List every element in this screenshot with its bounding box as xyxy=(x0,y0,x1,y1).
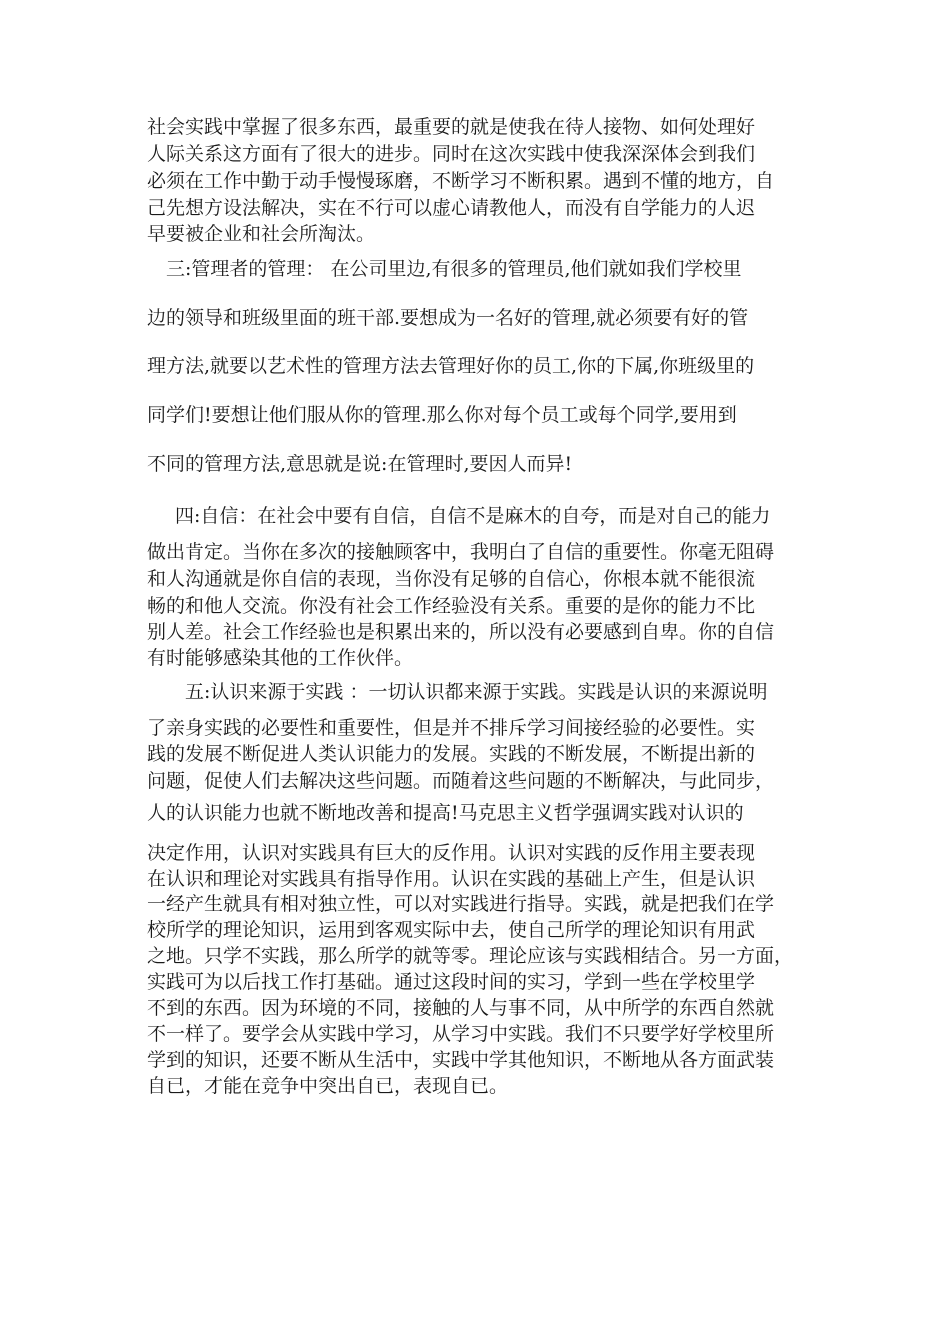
text-line: 了亲身实践的必要性和重要性，但是并不排斥学习间接经验的必要性。实 xyxy=(147,717,756,739)
section-heading-confidence: 四:自信：在社会中要有自信，自信不是麻木的自夸，而是对自己的能力 xyxy=(175,505,771,527)
text-line: 问题，促使人们去解决这些问题。而随着这些问题的不断解决，与此同步， xyxy=(147,770,775,792)
text-line: 别人差。社会工作经验也是积累出来的，所以没有必要感到自卑。你的自信 xyxy=(147,621,775,643)
text-line: 决定作用，认识对实践具有巨大的反作用。认识对实践的反作用主要表现 xyxy=(147,842,756,864)
text-line: 实践可为以后找工作打基础。通过这段时间的实习，学到一些在学校里学 xyxy=(147,971,756,993)
text-line: 己先想方设法解决，实在不行可以虚心请教他人，而没有自学能力的人迟 xyxy=(147,197,756,219)
text-line: 早要被企业和社会所淘汰。 xyxy=(147,223,376,245)
text-line: 理方法,就要以艺术性的管理方法去管理好你的员工,你的下属,你班级里的 xyxy=(147,355,755,377)
text-line: 学到的知识，还要不断从生活中，实践中学其他知识，不断地从各方面武装 xyxy=(147,1049,775,1071)
text-line: 有时能够感染其他的工作伙伴。 xyxy=(147,647,414,669)
text-line: 之地。只学不实践，那么所学的就等零。理论应该与实践相结合。另一方面， xyxy=(147,945,794,967)
text-line: 践的发展不断促进人类认识能力的发展。实践的不断发展，不断提出新的 xyxy=(147,743,756,765)
text-line: 不一样了。要学会从实践中学习，从学习中实践。我们不只要学好学校里所 xyxy=(147,1023,775,1045)
text-line: 一经产生就具有相对独立性，可以对实践进行指导。实践，就是把我们在学 xyxy=(147,893,775,915)
text-line: 人际关系这方面有了很大的进步。同时在这次实践中使我深深体会到我们 xyxy=(147,143,756,165)
text-line: 边的领导和班级里面的班干部.要想成为一名好的管理,就必须要有好的管 xyxy=(147,307,749,329)
text-line: 自已，才能在竞争中突出自已，表现自已。 xyxy=(147,1075,509,1097)
section-heading-management: 三:管理者的管理： 在公司里边,有很多的管理员,他们就如我们学校里 xyxy=(166,258,742,280)
text-line: 同学们!要想让他们服从你的管理.那么你对每个员工或每个同学,要用到 xyxy=(147,404,737,426)
text-line: 校所学的理论知识，运用到客观实际中去，使自己所学的理论知识有用武 xyxy=(147,919,756,941)
text-line: 做出肯定。当你在多次的接触顾客中，我明白了自信的重要性。你毫无阻碍 xyxy=(147,541,775,563)
text-line: 和人沟通就是你自信的表现，当你没有足够的自信心，你根本就不能很流 xyxy=(147,568,756,590)
text-line: 在认识和理论对实践具有指导作用。认识在实践的基础上产生，但是认识 xyxy=(147,868,756,890)
text-line: 不到的东西。因为环境的不同，接触的人与事不同，从中所学的东西自然就 xyxy=(147,997,775,1019)
text-line: 必须在工作中勤于动手慢慢琢磨，不断学习不断积累。遇到不懂的地方，自 xyxy=(147,170,775,192)
section-heading-practice: 五:认识来源于实践 ：一切认识都来源于实践。实践是认识的来源说明 xyxy=(185,681,768,703)
text-line: 畅的和他人交流。你没有社会工作经验没有关系。重要的是你的能力不比 xyxy=(147,595,756,617)
text-line: 人的认识能力也就不断地改善和提高!马克思主义哲学强调实践对认识的 xyxy=(147,802,744,824)
text-line: 社会实践中掌握了很多东西，最重要的就是使我在待人接物、如何处理好 xyxy=(147,116,756,138)
text-line: 不同的管理方法,意思就是说:在管理时,要因人而异! xyxy=(147,453,573,475)
